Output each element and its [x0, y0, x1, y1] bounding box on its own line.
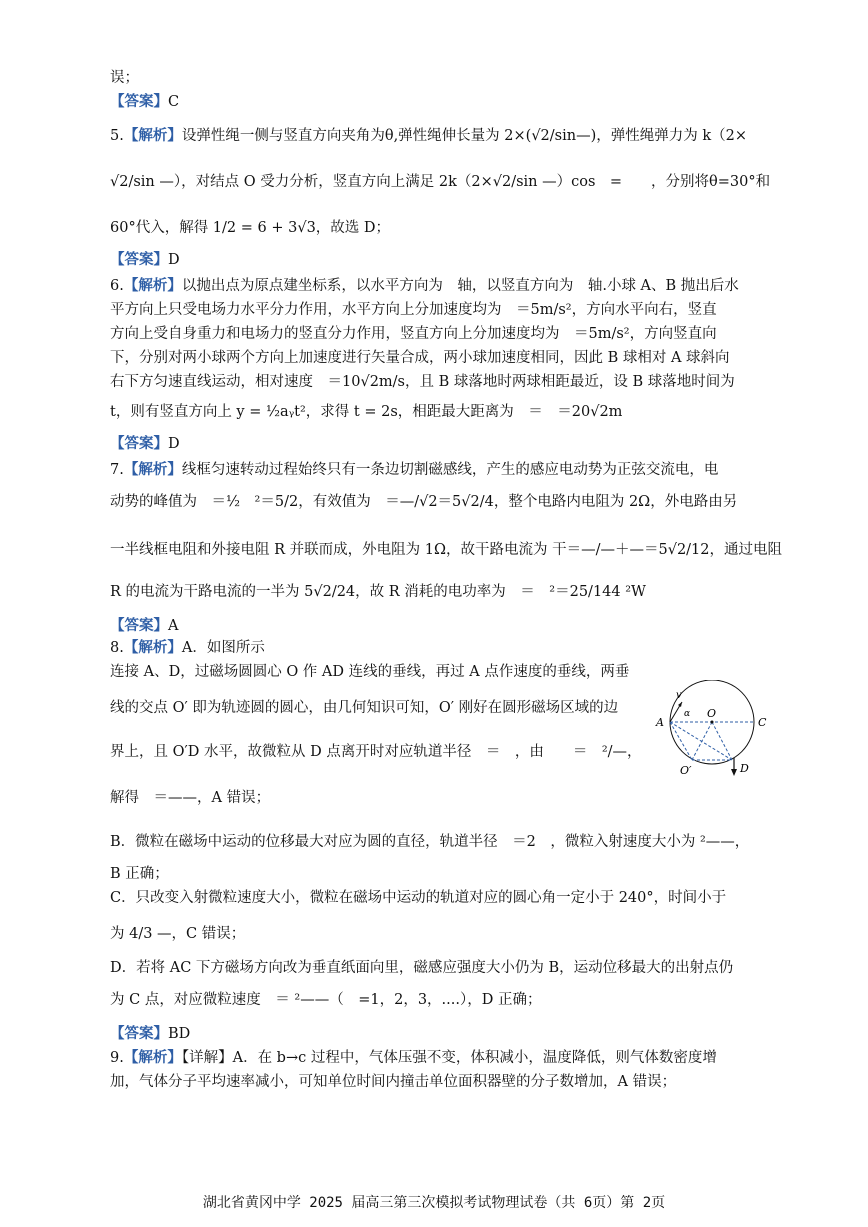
text-line	[110, 434, 180, 454]
text-line	[110, 616, 178, 636]
line-text: 连接 A、D，过磁场圆圆心 O 作 AD 连线的垂线，再过 A 点作速度的垂线，两垂	[110, 664, 630, 680]
line-text: 【详解】A．在 b→c 过程中，气体压强不变，体积减小，温度降低，则气体数密度增	[181, 1050, 717, 1066]
line-ad	[670, 722, 732, 760]
line-text: 为 4/3 —，C 错误；	[110, 926, 246, 942]
text-line	[110, 788, 270, 808]
answer-tag: 【答案】	[110, 617, 168, 634]
label-o-prime: O′	[680, 764, 692, 777]
velocity-arrowhead	[678, 702, 682, 707]
line-text: 加，气体分子平均速率减小，可知单位时间内撞击单位面积器壁的分子数增加，A 错误；	[110, 1074, 677, 1090]
text-line	[110, 1048, 717, 1068]
line-text: 误；	[110, 70, 139, 86]
exit-arrowhead	[731, 769, 737, 776]
line-text: D．若将 AC 下方磁场方向改为垂直纸面向里，磁感应强度大小仍为 B，运动位移最大的出射点仍	[110, 960, 734, 976]
line-text: 右下方匀速直线运动，相对速度 ＝10√2m/s，且 B 球落地时两球相距最近，设 B 球落地时间为	[110, 374, 735, 390]
question-number: 5.	[110, 128, 124, 144]
label-o: O	[707, 707, 717, 720]
answer-value: C	[168, 94, 180, 110]
line-text: 解得 ＝——，A 错误；	[110, 790, 271, 806]
text-line	[110, 402, 622, 422]
page-footer: 湖北省黄冈中学 2025 届高三第三次模拟考试物理试卷（共 6页）第 2页	[202, 1195, 666, 1211]
question-number: 7.	[110, 462, 124, 478]
answer-tag: 【答案】	[110, 1025, 168, 1042]
answer-value: D	[168, 252, 180, 268]
line-text: 方向上受自身重力和电场力的竖直分力作用，竖直方向上分加速度均为 ＝5m/s²，方向竖直向	[110, 326, 717, 342]
text-line	[110, 638, 265, 658]
line-text: 一半线框电阻和外接电阻 R 并联而成，外电阻为 1Ω，故干路电流为 干＝—/—＋—＝5√2/12，通过电阻	[110, 542, 783, 558]
line-text: 以抛出点为原点建坐标系，以水平方向为 轴，以竖直方向为 轴.小球 A、B 抛出后水	[181, 278, 739, 294]
line-text: 界上，且 O′D 水平，故微粒从 D 点离开时对应轨道半径 ＝ ，由 ＝ ²/—，	[110, 744, 642, 760]
question-number: 6.	[110, 278, 124, 294]
text-line	[110, 68, 139, 88]
label-c: C	[758, 716, 767, 729]
text-line	[110, 172, 770, 192]
text-line	[110, 460, 718, 480]
analysis-tag: 【解析】	[123, 1049, 182, 1066]
text-line	[110, 1072, 676, 1092]
line-text: 设弹性绳一侧与竖直方向夹角为θ,弹性绳伸长量为 2×(√2/sin—)，弹性绳弹力为 k（2×	[181, 128, 748, 144]
analysis-tag: 【解析】	[123, 127, 182, 144]
analysis-tag: 【解析】	[123, 277, 182, 294]
answer-value: D	[168, 436, 180, 452]
line-text: B．微粒在磁场中运动的位移最大对应为圆的直径，轨道半径 ＝2 ，微粒入射速度大小为 ²——，	[110, 834, 750, 850]
label-d: D	[740, 762, 749, 775]
line-text: A．如图所示	[181, 640, 265, 656]
line-text: 为 C 点，对应微粒速度 ＝ ²——（ =1，2，3，....），D 正确；	[110, 992, 542, 1008]
text-line	[110, 324, 717, 344]
text-line	[110, 276, 739, 296]
line-text: R 的电流为干路电流的一半为 5√2/24，故 R 消耗的电功率为 ＝ ²＝25/144 ²W	[110, 584, 646, 600]
text-line	[110, 126, 747, 146]
label-alpha: α	[684, 709, 691, 719]
line-text: 动势的峰值为 ＝½ ²＝5/2，有效值为 ＝—/√2＝5√2/4，整个电路内电阻为 2Ω，外电路由另	[110, 494, 738, 510]
text-line	[110, 958, 733, 978]
answer-value: A	[168, 618, 179, 634]
analysis-tag: 【解析】	[123, 639, 182, 656]
line-text: 平方向上只受电场力水平分力作用，水平方向上分加速度均为 ＝5m/s²，方向水平向右，竖直	[110, 302, 717, 318]
text-line	[110, 92, 179, 112]
text-line	[110, 742, 642, 762]
text-line	[110, 662, 629, 682]
line-text: 线的交点 O′ 即为轨迹圆的圆心，由几何知识可知，O′ 刚好在圆形磁场区域的边	[110, 700, 619, 716]
answer-tag: 【答案】	[110, 251, 168, 268]
line-text: B 正确；	[110, 866, 169, 882]
line-text: C．只改变入射微粒速度大小，微粒在磁场中运动的轨道对应的圆心角一定小于 240°，时间小于	[110, 890, 727, 906]
text-line	[110, 348, 730, 368]
line-text: 线框匀速转动过程始终只有一条边切割磁感线，产生的感应电动势为正弦交流电，电	[181, 462, 719, 478]
text-line	[110, 832, 749, 852]
answer-tag: 【答案】	[110, 435, 168, 452]
line-text: 60°代入，解得 1/2 = 6 + 3√3，故选 D；	[110, 220, 391, 236]
label-v: v	[676, 690, 682, 701]
center-dot	[711, 721, 714, 724]
text-line	[110, 990, 541, 1010]
label-a: A	[656, 716, 664, 729]
text-line	[110, 372, 735, 392]
analysis-tag: 【解析】	[123, 461, 182, 478]
text-line	[110, 924, 245, 944]
line-oo	[692, 722, 712, 760]
text-line	[110, 250, 180, 270]
text-line	[110, 864, 169, 884]
line-text: t，则有竖直方向上 y = ½aᵧt²，求得 t = 2s，相距最大距离为 ＝ ＝20√2m	[110, 404, 623, 420]
text-line	[110, 218, 390, 238]
line-text: 下，分别对两小球两个方向上加速度进行矢量合成，两小球加速度相同，因此 B 球相对 A 球斜向	[110, 350, 730, 366]
line-ao	[670, 722, 692, 760]
text-line	[110, 888, 726, 908]
question-number: 9.	[110, 1050, 124, 1066]
text-line	[110, 1024, 190, 1044]
answer-tag: 【答案】	[110, 93, 168, 110]
question-number: 8.	[110, 640, 124, 656]
text-line	[110, 582, 646, 602]
text-line	[110, 540, 782, 560]
magnetic-field-figure	[650, 680, 780, 780]
text-line	[110, 698, 618, 718]
text-line	[110, 300, 717, 320]
text-line	[110, 492, 737, 512]
line-text: √2/sin —），对结点 O 受力分析，竖直方向上满足 2k（2×√2/sin —）cos = ，分别将θ=30°和	[110, 174, 771, 190]
answer-value: BD	[168, 1026, 191, 1042]
